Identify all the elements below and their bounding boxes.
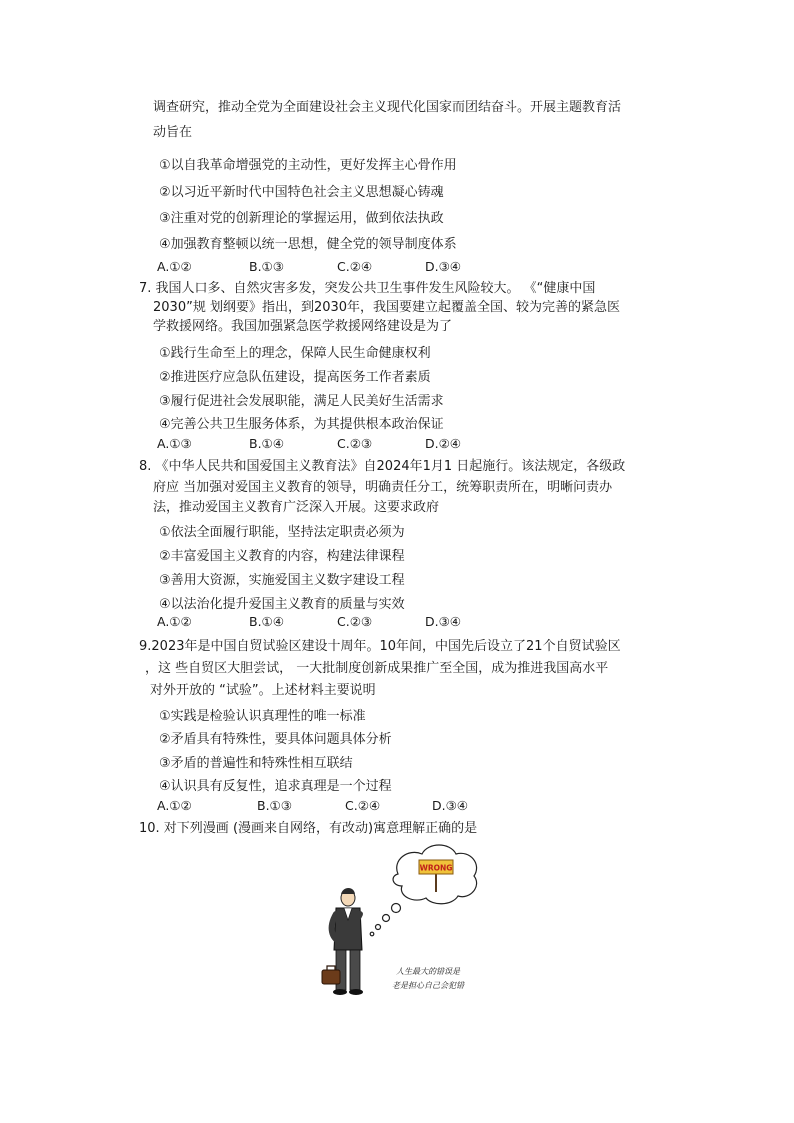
option-d: D.③④ [432,798,469,813]
intro-line-1: 调查研究，推动全党为全面建设社会主义现代化国家而团结奋斗。开展主题教育活 [153,100,622,115]
option-d: D.②④ [425,436,462,451]
cartoon-caption-line-2: 老是担心自己会犯错 [392,981,464,990]
q7-item-1: ①践行生命至上的理念，保障人民生命健康权利 [159,346,431,361]
q8-line-2: 府应 当加强对爱国主义教育的领导，明确责任分工，统筹职责所在，明晰问责办 [153,480,613,495]
option-c: C.②③ [337,614,373,629]
q8-line-3: 法，推动爱国主义教育广泛深入开展。这要求政府 [153,500,440,515]
option-c: C.②④ [345,798,381,813]
intro-item-1: ①以自我革命增强党的主动性，更好发挥主心骨作用 [159,158,457,173]
q8-line-1: 8. 《中华人民共和国爱国主义教育法》自2024年1月1 日起施行。该法规定，各级政 [139,459,626,474]
q9-item-4: ④认识具有反复性，追求真理是一个过程 [159,779,392,794]
q8-item-2: ②丰富爱国主义教育的内容，构建法律课程 [159,549,405,564]
option-a: A.①② [157,614,192,629]
option-c: C.②③ [337,436,373,451]
q7-line-2: 2030”规 划纲要》指出，到2030年，我国要建立起覆盖全国、较为完善的紧急医 [153,300,621,315]
cartoon-caption-line-1: 人生最大的错误是 [396,967,460,976]
option-a: A.①③ [157,436,192,451]
q7-item-4: ④完善公共卫生服务体系，为其提供根本政治保证 [159,417,444,432]
option-b: B.①③ [249,259,284,274]
option-d: D.③④ [425,614,462,629]
intro-item-3: ③注重对党的创新理论的掌握运用，做到依法执政 [159,211,444,226]
q9-item-3: ③矛盾的普遍性和特殊性相互联结 [159,756,353,771]
q9-item-1: ①实践是检验认识真理性的唯一标准 [159,709,366,724]
option-a: A.①② [157,798,192,813]
q8-item-1: ①依法全面履行职能，坚持法定职责必须为 [159,525,405,540]
thought-cloud [370,845,476,936]
q9-item-2: ②矛盾具有特殊性，要具体问题具体分析 [159,732,392,747]
option-d: D.③④ [425,259,462,274]
option-b: B.①④ [249,436,284,451]
q8-item-3: ③善用大资源，实施爱国主义数字建设工程 [159,573,405,588]
intro-item-2: ②以习近平新时代中国特色社会主义思想凝心铸魂 [159,185,444,200]
q8-item-4: ④以法治化提升爱国主义教育的质量与实效 [159,597,405,612]
q7-line-1: 7. 我国人口多、自然灾害多发，突发公共卫生事件发生风险较大。 《“健康中国 [139,281,596,296]
q10-line-1: 10. 对下列漫画 (漫画来自网络，有改动)寓意理解正确的是 [139,821,478,836]
q7-item-2: ②推进医疗应急队伍建设，提高医务工作者素质 [159,370,431,385]
option-a: A.①② [157,259,192,274]
option-b: B.①③ [257,798,292,813]
q7-item-3: ③履行促进社会发展职能，满足人民美好生活需求 [159,394,444,409]
option-c: C.②④ [337,259,373,274]
cartoon-drawing [310,838,480,1008]
intro-line-2: 动旨在 [153,125,193,140]
cartoon-illustration [310,838,480,1008]
q7-line-3: 学救援网络。我国加强紧急医学救援网络建设是为了 [153,319,453,334]
q9-line-3: 对外开放的 “试验”。上述材料主要说明 [150,683,376,698]
q9-line-1: 9.2023年是中国自贸试验区建设十周年。10年间，中国先后设立了21个自贸试验区 [139,639,621,654]
option-b: B.①④ [249,614,284,629]
intro-item-4: ④加强教育整顿以统一思想，健全党的领导制度体系 [159,237,457,252]
sign-text: WRONG [419,863,453,873]
q9-line-2: ，这 些自贸区大胆尝试， 一大批制度创新成果推广至全国，成为推进我国高水平 [145,661,609,676]
